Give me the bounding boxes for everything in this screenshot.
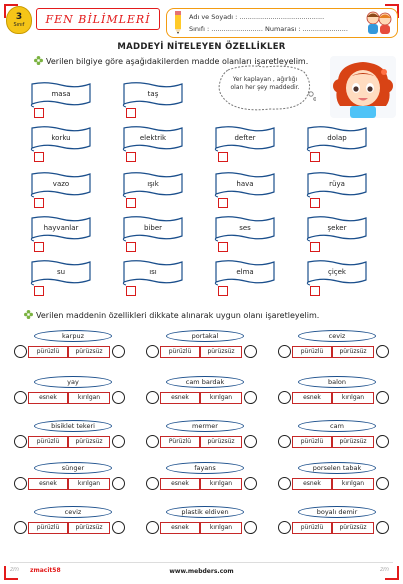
option-2-label[interactable]: pürüzsüz (332, 346, 374, 358)
option-row (278, 345, 390, 359)
option-2-radio[interactable] (376, 435, 389, 448)
option-2-radio[interactable] (244, 391, 257, 404)
option-1-radio[interactable] (278, 391, 291, 404)
footer-mark: zm (10, 566, 19, 573)
option-2-radio[interactable] (376, 391, 389, 404)
item-name-pill: boyalı demir (298, 506, 376, 518)
word-label: vazo (52, 180, 70, 188)
option-row (14, 477, 126, 491)
option-row (278, 391, 390, 405)
option-1-radio[interactable] (278, 477, 291, 490)
option-2-label[interactable]: kırılgan (332, 478, 374, 490)
option-1-label[interactable]: pürüzlü (292, 346, 332, 358)
word-ribbon (28, 216, 94, 242)
matter-checkbox[interactable] (218, 286, 228, 296)
option-1-label[interactable]: esnek (292, 478, 332, 490)
word-ribbon (304, 172, 370, 198)
item-name-pill: cam bardak (166, 376, 244, 388)
word-ribbon (212, 260, 278, 286)
option-1-radio[interactable] (14, 477, 27, 490)
word-ribbon (120, 216, 186, 242)
item-name-pill: plastik eldiven (166, 506, 244, 518)
word-label: ses (239, 224, 251, 232)
option-row (14, 435, 126, 449)
word-ribbon (304, 260, 370, 286)
kids-icon (364, 10, 394, 36)
matter-checkbox[interactable] (310, 198, 320, 208)
item-name-pill: mermer (166, 420, 244, 432)
word-ribbon (120, 260, 186, 286)
matter-checkbox[interactable] (126, 242, 136, 252)
option-row (146, 435, 258, 449)
class-field[interactable]: Sınıfı : ......................... Numarası : ...................... (189, 25, 348, 33)
speech-bubble (214, 64, 316, 116)
word-ribbon (120, 172, 186, 198)
word-label: ısı (149, 268, 157, 276)
item-name-pill: cam (298, 420, 376, 432)
option-1-label[interactable]: esnek (160, 392, 200, 404)
option-row (146, 521, 258, 535)
word-label: su (56, 268, 66, 276)
word-ribbon (212, 172, 278, 198)
matter-checkbox[interactable] (126, 286, 136, 296)
item-name-pill: ceviz (298, 330, 376, 342)
word-ribbon (304, 126, 370, 152)
word-label: hava (236, 180, 254, 188)
word-label: şeker (327, 224, 347, 232)
option-row (14, 391, 126, 405)
matter-checkbox[interactable] (218, 198, 228, 208)
option-1-label[interactable]: pürüzlü (28, 522, 68, 534)
word-ribbon (28, 126, 94, 152)
option-1-label[interactable]: pürüzlü (28, 436, 68, 448)
item-name-pill: balon (298, 376, 376, 388)
item-name-pill: bisiklet tekeri (34, 420, 112, 432)
footer-mark: zm (380, 566, 389, 573)
option-1-radio[interactable] (146, 345, 159, 358)
item-name-pill: portakal (166, 330, 244, 342)
option-2-radio[interactable] (244, 477, 257, 490)
option-2-label[interactable]: pürüzsüz (200, 346, 242, 358)
option-2-label[interactable]: kırılgan (68, 478, 110, 490)
flower-icon (24, 310, 33, 319)
girl-illustration (330, 56, 396, 118)
item-name-pill: yay (34, 376, 112, 388)
option-1-label[interactable]: esnek (160, 522, 200, 534)
subject-title: FEN BİLİMLERİ (36, 8, 160, 30)
option-1-label[interactable]: esnek (28, 392, 68, 404)
option-1-radio[interactable] (14, 345, 27, 358)
option-2-radio[interactable] (112, 435, 125, 448)
option-2-radio[interactable] (244, 435, 257, 448)
option-row (278, 477, 390, 491)
option-1-label[interactable]: pürüzlü (160, 346, 200, 358)
word-label: taş (147, 90, 159, 98)
name-field[interactable]: Adı ve Soyadı : ......................................... (189, 13, 325, 21)
option-2-label[interactable]: kırılgan (68, 392, 110, 404)
grade-number: 3 (15, 11, 23, 22)
option-row (14, 521, 126, 535)
option-row (146, 391, 258, 405)
option-1-radio[interactable] (146, 391, 159, 404)
matter-checkbox[interactable] (310, 242, 320, 252)
matter-checkbox[interactable] (310, 152, 320, 162)
option-2-label[interactable]: pürüzsüz (68, 436, 110, 448)
option-1-radio[interactable] (278, 345, 291, 358)
option-1-radio[interactable] (278, 435, 291, 448)
matter-checkbox[interactable] (126, 198, 136, 208)
grade-label: Sınıf (13, 21, 25, 28)
word-ribbon (212, 216, 278, 242)
option-2-label[interactable]: pürüzsüz (332, 522, 374, 534)
word-label: elektrik (139, 134, 167, 142)
word-ribbon (304, 216, 370, 242)
option-1-radio[interactable] (146, 477, 159, 490)
option-2-radio[interactable] (244, 345, 257, 358)
option-1-label[interactable]: pürüzlü (292, 436, 332, 448)
word-ribbon (28, 260, 94, 286)
option-2-label[interactable]: kırılgan (200, 392, 242, 404)
option-2-radio[interactable] (112, 391, 125, 404)
footer-divider (10, 562, 393, 563)
matter-checkbox[interactable] (34, 198, 44, 208)
option-2-radio[interactable] (376, 477, 389, 490)
option-2-radio[interactable] (376, 521, 389, 534)
footer-website[interactable]: www.mebders.com (169, 568, 234, 575)
word-label: çiçek (327, 268, 346, 276)
option-1-label[interactable]: esnek (160, 478, 200, 490)
matter-checkbox[interactable] (34, 108, 44, 118)
word-ribbon (212, 126, 278, 152)
matter-checkbox[interactable] (218, 152, 228, 162)
matter-checkbox[interactable] (310, 286, 320, 296)
option-1-radio[interactable] (14, 391, 27, 404)
matter-checkbox[interactable] (126, 108, 136, 118)
word-label: ışık (147, 180, 159, 188)
grade-badge (6, 6, 32, 34)
word-ribbon (120, 126, 186, 152)
option-2-radio[interactable] (112, 345, 125, 358)
word-label: masa (51, 90, 71, 98)
matter-checkbox[interactable] (34, 286, 44, 296)
option-1-label[interactable]: pürüzlü (292, 522, 332, 534)
option-1-radio[interactable] (14, 435, 27, 448)
option-2-label[interactable]: kırılgan (332, 392, 374, 404)
option-row (146, 345, 258, 359)
option-2-label[interactable]: pürüzsüz (68, 346, 110, 358)
word-ribbon (28, 172, 94, 198)
option-1-label[interactable]: Pürüzlü (160, 436, 200, 448)
matter-checkbox[interactable] (34, 242, 44, 252)
option-1-label[interactable]: esnek (292, 392, 332, 404)
word-label: korku (51, 134, 71, 142)
word-label: biber (143, 224, 163, 232)
section2-instruction (24, 310, 319, 320)
option-2-label[interactable]: pürüzsüz (200, 436, 242, 448)
option-row (146, 477, 258, 491)
item-name-pill: porselen tabak (298, 462, 376, 474)
word-ribbon (120, 82, 186, 108)
option-1-label[interactable]: pürüzlü (28, 346, 68, 358)
option-2-label[interactable]: pürüzsüz (332, 436, 374, 448)
option-2-radio[interactable] (112, 521, 125, 534)
word-ribbon (28, 82, 94, 108)
pencil-icon (172, 11, 184, 35)
flower-icon (34, 56, 43, 65)
item-name-pill: karpuz (34, 330, 112, 342)
word-label: dolap (327, 134, 347, 142)
word-label: hayvanlar (43, 224, 79, 232)
matter-checkbox[interactable] (34, 152, 44, 162)
page-title: MADDEYİ NİTELEYEN ÖZELLİKLER (117, 42, 286, 52)
item-name-pill: ceviz (34, 506, 112, 518)
word-label: elma (236, 268, 254, 276)
option-1-label[interactable]: esnek (28, 478, 68, 490)
option-2-label[interactable]: kırılgan (200, 522, 242, 534)
option-row (14, 345, 126, 359)
option-2-label[interactable]: kırılgan (200, 478, 242, 490)
item-name-pill: fayans (166, 462, 244, 474)
option-1-radio[interactable] (14, 521, 27, 534)
word-label: rüya (329, 180, 345, 188)
option-2-radio[interactable] (376, 345, 389, 358)
option-2-label[interactable]: pürüzsüz (68, 522, 110, 534)
option-2-radio[interactable] (244, 521, 257, 534)
option-row (278, 521, 390, 535)
bubble-text: Yer kaplayan , ağırlığı olan her şey maddedir. (230, 76, 300, 91)
section1-instruction-text: Verilen bilgiye göre aşağıdakilerden madde olanları işaretleyelim. (46, 57, 309, 66)
matter-checkbox[interactable] (218, 242, 228, 252)
option-2-radio[interactable] (112, 477, 125, 490)
matter-checkbox[interactable] (126, 152, 136, 162)
section2-instruction-text: Verilen maddenin özellikleri dikkate alınarak uygun olanı işaretleyelim. (36, 311, 320, 320)
option-1-radio[interactable] (278, 521, 291, 534)
option-1-radio[interactable] (146, 435, 159, 448)
option-1-radio[interactable] (146, 521, 159, 534)
word-label: defter (234, 134, 256, 142)
item-name-pill: sünger (34, 462, 112, 474)
footer-author: zmacit58 (30, 567, 61, 574)
option-row (278, 435, 390, 449)
